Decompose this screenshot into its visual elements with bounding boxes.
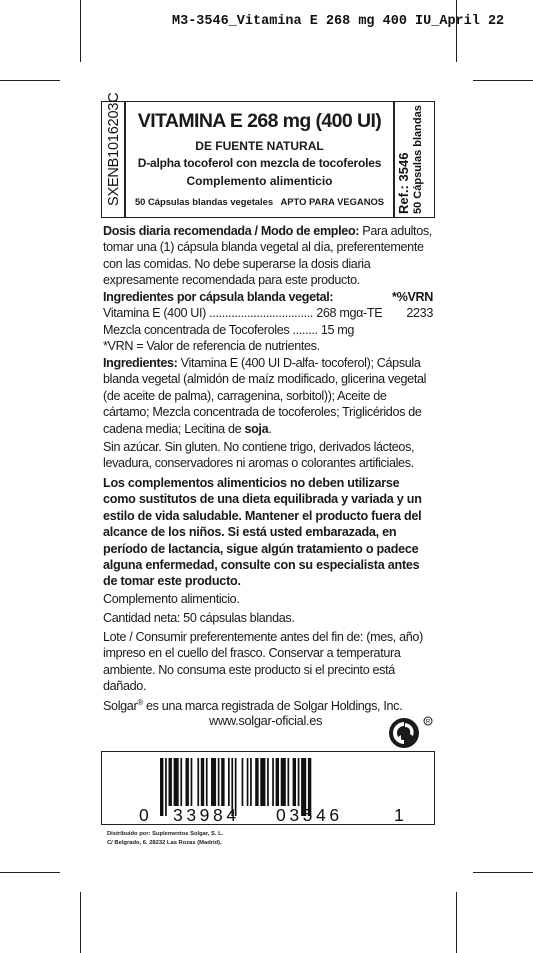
barcode-first-digit: 0 [139,805,153,825]
file-name-header: M3-3546_Vitamina E 268 mg 400 IU_April 22 [172,14,505,29]
barcode-bar [272,758,274,806]
green-dot-recycling-icon [388,716,434,755]
allergen-soja: soja [244,421,269,436]
product-subtitle: DE FUENTE NATURAL [195,139,324,153]
panel-divider [393,102,395,217]
nutrition-row-tocopherols: Mezcla concentrada de Tocoferoles ........ 15 mg [103,322,355,337]
website-link[interactable]: www.solgar-oficial.es [209,713,323,728]
barcode-bar [276,758,279,806]
barcode-bar [218,758,220,806]
barcode-bar [165,758,167,816]
barcode-bar [160,758,163,816]
reference-number: Ref.: 3546 [396,152,411,214]
distributor-line: Distribuido por: Suplementos Solgar, S. L. [107,831,224,837]
ingredients-end: . [268,421,272,436]
dosage-heading: Dosis diaria recomendada / Modo de empleo: [103,224,360,238]
vrn-footnote: *VRN = Valor de referencia de nutrientes. [103,339,320,354]
product-format: 50 Cápsulas blandas vegetales APTO PARA VEGANOS [134,196,385,207]
product-title: VITAMINA E 268 mg (400 UI) [137,110,382,132]
vrn-header: *%VRN [392,290,433,304]
nutrition-row-vitamin-e: Vitamina E (400 UI) ................................. 268 mgα-TE [103,306,383,321]
barcode-bar [174,758,179,806]
crop-mark [456,892,457,953]
barcode-bar [288,758,290,806]
barcode-bar [211,758,216,806]
free-from-statement: Sin azúcar. Sin gluten. No contiene trigo, derivados lácteos, levadura, conservadores ni aromas o colorantes artificiales. [103,440,415,471]
ingredients-text: Vitamina E (400 UI D-alfa- tocoferol); Cápsula blanda vegetal (almidón de maíz modificado, glicerina vegetal (de aceite de palma), carragenina, sorbitol)); Aceite de cártamo; Mezcla concentrada de tocoferoles; Triglicéridos de cadena media; Lecitina de [103,356,427,436]
product-description: D-alpha tocoferol con mezcla de tocoferoles [137,156,382,170]
category-statement: Complemento alimenticio. [103,592,240,606]
nutrition-table [103,289,433,355]
dosage-section [103,223,433,289]
crop-mark [80,0,81,62]
reference-block [397,104,427,214]
barcode-bar [186,758,189,806]
svg-text:R: R [425,719,431,726]
barcode-bar [298,758,300,806]
net-quantity: Cantidad neta: 50 cápsulas blandas. [103,611,295,625]
barcode-bar [206,758,208,806]
barcode-right-digits: 03546 [276,805,343,825]
barcode-bar [267,758,269,806]
product-category: Complemento alimenticio [186,174,333,188]
barcode-bar [201,758,204,806]
crop-mark [0,80,60,81]
reference-capsules: 50 Cápsulas blandas [412,105,424,214]
barcode-bar [255,758,258,806]
brand-name: Solgar [103,699,138,714]
trademark-text: es una marca registrada de Solgar Holdings, Inc. [142,699,403,714]
barcode-bar [169,758,172,806]
side-code: SXENB1016203C [106,92,122,206]
crop-mark [80,892,81,953]
barcode-panel [101,751,435,825]
barcode-bar [242,758,244,806]
nutrition-row-vitamin-e-vrn: 2233 [406,306,433,321]
dosage-text: Para adultos, tomar una (1) cápsula blanda vegetal al día, preferentemente con las comidas. No debe superarse la dosis diaria expresamente recomendada para este producto. [103,224,432,288]
barcode-bar [228,758,230,806]
barcode-bar [180,758,182,806]
ingredients-section [103,355,433,437]
barcode-bar [197,758,199,806]
barcode-left-digits: 33984 [173,805,240,825]
nutrition-heading: Ingredientes por cápsula blanda vegetal: [103,290,334,304]
distributor-info [107,830,223,848]
barcode-bar [250,758,252,806]
crop-mark [473,80,533,81]
crop-mark [0,872,60,873]
barcode-bar [293,758,296,806]
barcode-bar [247,758,249,806]
warning-statement: Los complementos alimenticios no deben utilizarse como sustitutos de una dieta equilibrada y variada y un estilo de vida saludable. Mantener el producto fuera del alcance de los niños. Si está usted embarazada, en período de lactancia, sigue algún tratamiento o padece alguna enfermedad, consulte con su especialista antes de tomar este producto. [103,476,422,589]
barcode-bar [191,758,193,806]
crop-mark [456,0,457,62]
registered-mark: ® [137,698,143,707]
distributor-address: C/ Belgrado, 6. 28232 Las Rozas (Madrid). [107,840,222,846]
product-header-panel [101,92,435,218]
barcode-check-digit: 1 [394,805,408,825]
ingredients-heading: Ingredientes: [103,356,178,370]
storage-instructions: Lote / Consumir preferentemente antes del fin de: (mes, año) impreso en el cuello del frasco. Conservar a temperatura ambiente. No consuma este producto si el precinto está dañado. [103,630,423,694]
barcode-bar [260,758,265,806]
barcode-bar [221,758,224,806]
barcode-bar [281,758,286,806]
trademark-statement [103,695,433,715]
crop-mark [473,872,533,873]
